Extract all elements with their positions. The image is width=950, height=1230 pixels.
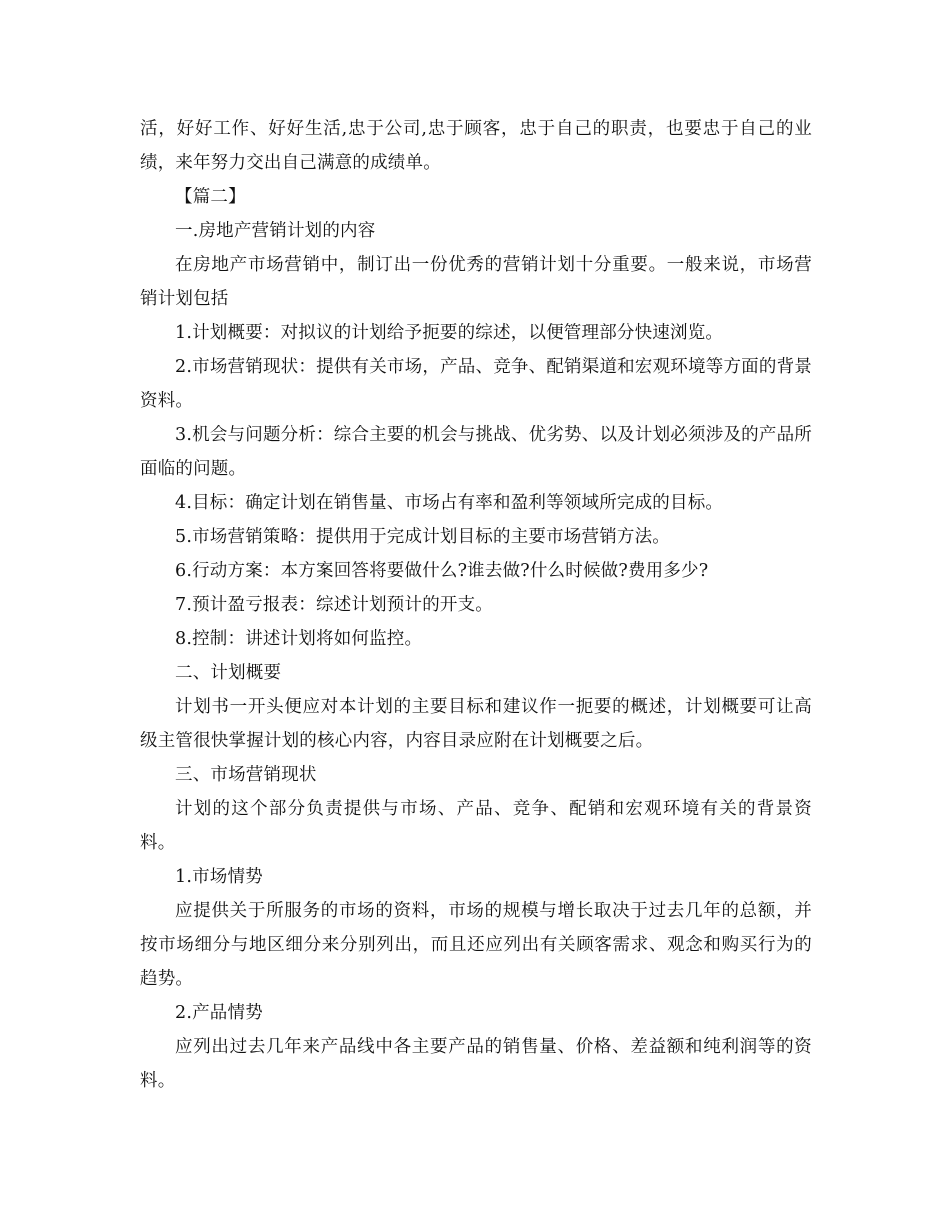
section-heading-part-two: 【篇二】 [175,187,246,207]
subheading-market-situation: 1.市场情势 [175,867,263,887]
heading-plan-summary: 二、计划概要 [175,663,282,683]
subheading-product-situation: 2.产品情势 [175,1003,263,1023]
list-item-strategy: 5.市场营销策略：提供用于完成计划目标的主要市场营销方法。 [175,527,670,547]
list-item-opportunity-analysis: 3.机会与问题分析：综合主要的机会与挑战、优劣势、以及计划必须涉及的产品所面临的问题。 [140,425,812,479]
list-item-market-status: 2.市场营销现状：提供有关市场，产品、竞争、配销渠道和宏观环境等方面的背景资料。 [140,357,812,411]
heading-market-status: 三、市场营销现状 [175,765,317,785]
list-item-control: 8.控制：讲述计划将如何监控。 [175,629,423,649]
paragraph-continuation: 活，好好工作、好好生活,忠于公司,忠于顾客，忠于自己的职责，也要忠于自己的业绩，来年努力交出自己满意的成绩单。 [140,119,812,173]
paragraph-market-situation: 应提供关于所服务的市场的资料，市场的规模与增长取决于过去几年的总额，并按市场细分与地区细分来分别列出，而且还应列出有关顾客需求、观念和购买行为的趋势。 [140,901,812,989]
paragraph-plan-intro: 在房地产市场营销中，制订出一份优秀的营销计划十分重要。一般来说，市场营销计划包括 [140,255,812,309]
list-item-action-plan: 6.行动方案：本方案回答将要做什么?谁去做?什么时候做?费用多少? [175,561,709,581]
paragraph-market-status: 计划的这个部分负责提供与市场、产品、竞争、配销和宏观环境有关的背景资料。 [140,799,812,853]
heading-marketing-plan-content: 一.房地产营销计划的内容 [175,221,376,241]
list-item-plan-summary: 1.计划概要：对拟议的计划给予扼要的综述，以便管理部分快速浏览。 [175,323,724,343]
list-item-goals: 4.目标：确定计划在销售量、市场占有率和盈利等领域所完成的目标。 [175,493,724,513]
paragraph-plan-summary: 计划书一开头便应对本计划的主要目标和建议作一扼要的概述，计划概要可让高级主管很快掌握计划的核心内容，内容目录应附在计划概要之后。 [140,697,812,751]
list-item-profit-loss: 7.预计盈亏报表：综述计划预计的开支。 [175,595,493,615]
paragraph-product-situation: 应列出过去几年来产品线中各主要产品的销售量、价格、差益额和纯利润等的资料。 [140,1037,812,1091]
document-page [140,112,812,1098]
